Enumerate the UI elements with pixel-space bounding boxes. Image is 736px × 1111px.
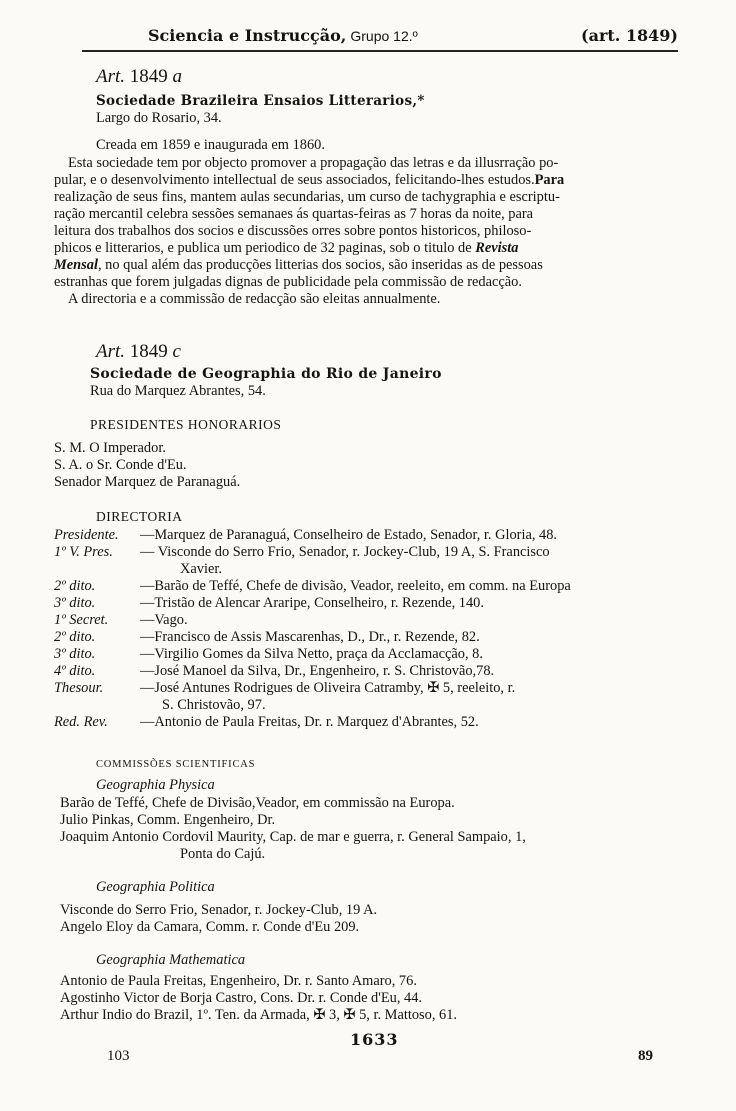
- geo-fisica-list: [60, 795, 526, 863]
- directoria-role: 3º dito.: [54, 646, 96, 662]
- geo-fisica-title: Geographia Physica: [96, 777, 215, 793]
- directoria-role: 4º dito.: [54, 663, 96, 679]
- list-item: S. M. O Imperador.: [54, 440, 166, 456]
- directoria-row: [54, 544, 694, 561]
- list-item: Agostinho Victor de Borja Castro, Cons. Dr. r. Conde d'Eu, 44.: [60, 990, 423, 1006]
- directoria-row: [54, 612, 694, 629]
- directoria-role: Red. Rev.: [54, 714, 108, 730]
- para-bold-word: Para: [534, 172, 565, 188]
- directoria-text: —Francisco de Assis Mascarenhas, D., Dr., r. Rezende, 82.: [140, 629, 480, 645]
- art-c-suffix: c: [172, 341, 181, 362]
- directoria-row: [54, 629, 694, 646]
- directoria-role: Presidente.: [54, 527, 119, 543]
- art-c-num: 1849: [129, 341, 168, 362]
- header-rule: [82, 50, 678, 52]
- running-header: [148, 26, 678, 46]
- directoria-text: S. Christovão, 97.: [162, 697, 266, 713]
- list-item: Arthur Indio do Brazil, 1º. Ten. da Armada, ✠ 3, ✠ 5, r. Mattoso, 61.: [60, 1007, 458, 1023]
- header-title: [148, 26, 418, 46]
- directoria-role: [54, 561, 180, 578]
- geo-math-title: Geographia Mathematica: [96, 952, 246, 968]
- commissoes-title: COMMISSÕES SCIENTIFICAS: [96, 759, 256, 770]
- directoria-row: [54, 663, 694, 680]
- list-item: Angelo Eloy da Camara, Comm. r. Conde d'Eu 209.: [60, 919, 360, 935]
- directoria-title: DIRECTORIA: [96, 509, 183, 524]
- directoria-row: [54, 578, 694, 595]
- header-title-text: Sciencia e Instrucção,: [148, 26, 347, 45]
- para-line-text: ração mercantil celebra sessões semanaes ás quartas-feiras as 7 horas da noite, para: [54, 206, 534, 222]
- directoria-role: 1º V. Pres.: [54, 544, 113, 560]
- art-a-label: Art.: [96, 66, 126, 87]
- para-line: realização de seus fins, mantem aulas secundarias, um curso de tachygraphia e escriptu-: [54, 189, 560, 205]
- directoria-text: —Vago.: [140, 612, 188, 628]
- list-item: Julio Pinkas, Comm. Engenheiro, Dr.: [60, 812, 276, 828]
- para-line: [54, 172, 690, 189]
- presidentes-title: PRESIDENTES HONORARIOS: [90, 417, 282, 432]
- directoria-role: Thesour.: [54, 680, 104, 696]
- directoria-role: 2º dito.: [54, 578, 96, 594]
- list-item: Visconde do Serro Frio, Senador, r. Jockey-Club, 19 A.: [60, 902, 378, 918]
- art-a-society: Sociedade Brazileira Ensaios Litterarios,*: [96, 93, 425, 109]
- geo-politica-list: [60, 902, 377, 936]
- directoria-text: —José Manoel da Silva, Dr., Engenheiro, r. S. Christovão,78.: [140, 663, 495, 679]
- directoria-text: —Tristão de Alencar Araripe, Conselheiro, r. Rezende, 140.: [140, 595, 484, 611]
- presidentes-list: [54, 440, 240, 491]
- page-footer-center: 1633: [350, 1030, 399, 1049]
- list-item: S. A. o Sr. Conde d'Eu.: [54, 457, 187, 473]
- art-c-address: Rua do Marquez Abrantes, 54.: [90, 383, 266, 399]
- geo-politica-title: Geographia Politica: [96, 879, 215, 895]
- directoria-list: [54, 527, 694, 731]
- directoria-role: 3º dito.: [54, 595, 96, 611]
- directoria-text: —José Antunes Rodrigues de Oliveira Catramby, ✠ 5, reeleito, r.: [140, 680, 516, 696]
- directoria-role: 1º Secret.: [54, 612, 109, 628]
- art-a-paragraph: [54, 155, 690, 308]
- header-grupo: Grupo 12.º: [350, 28, 418, 44]
- art-a-address: Largo do Rosario, 34.: [96, 110, 222, 126]
- list-item: Joaquim Antonio Cordovil Maurity, Cap. de mar e guerra, r. General Sampaio, 1,: [60, 829, 526, 845]
- revista-title: Revista: [475, 240, 519, 256]
- page-footer-left: 103: [107, 1048, 130, 1064]
- directoria-text: Xavier.: [180, 561, 222, 577]
- para-line: [54, 257, 690, 274]
- art-a-suffix: a: [172, 66, 183, 87]
- header-art-ref: (art. 1849): [581, 26, 678, 45]
- directoria-row: [54, 527, 694, 544]
- page-footer-right: 89: [638, 1048, 653, 1064]
- list-item: Senador Marquez de Paranaguá.: [54, 474, 241, 490]
- directoria-text: —Antonio de Paula Freitas, Dr. r. Marquez d'Abrantes, 52.: [140, 714, 479, 730]
- directoria-row: [54, 697, 694, 714]
- para-line-text: pular, e o desenvolvimento intellectual de seus associados, felicitando-lhes estudos.: [54, 172, 535, 188]
- art-a-created: Creada em 1859 e inaugurada em 1860.: [96, 137, 325, 153]
- para-line-text: , no qual além das producções litterias dos socios, são inseridas as de pessoas: [97, 257, 543, 273]
- para-line: leitura dos trabalhos dos socios e discussões orres sobre pontos historicos, philoso-: [54, 223, 532, 239]
- directoria-row: [54, 646, 694, 663]
- art-c-society: Sociedade de Geographia do Rio de Janeiro: [90, 366, 442, 382]
- list-item: Ponta do Cajú.: [180, 846, 266, 862]
- geo-math-list: [60, 973, 457, 1024]
- list-item: Barão de Teffé, Chefe de Divisão,Veador, em commissão na Europa.: [60, 795, 455, 811]
- directoria-row: [54, 595, 694, 612]
- para-line: [54, 206, 690, 223]
- para-line: A directoria e a commissão de redacção são eleitas annualmente.: [68, 291, 441, 307]
- directoria-role: 2º dito.: [54, 629, 96, 645]
- directoria-text: —Barão de Teffé, Chefe de divisão, Veador, reeleito, em comm. na Europa: [140, 578, 571, 594]
- directoria-text: —Marquez de Paranaguá, Conselheiro de Estado, Senador, r. Gloria, 48.: [140, 527, 558, 543]
- art-a-heading: [96, 68, 182, 87]
- para-line: [54, 240, 690, 257]
- para-line-text: phicos e litterarios, e publica um periodico de 32 paginas, sob o titulo de: [54, 240, 476, 256]
- directoria-row: [54, 561, 694, 578]
- directoria-text: —Virgilio Gomes da Silva Netto, praça da Acclamacção, 8.: [140, 646, 483, 662]
- mensal-title: Mensal: [54, 257, 98, 273]
- directoria-role: [54, 697, 162, 714]
- para-line: estranhas que forem julgadas dignas de publicidade pela commissão de redacção.: [54, 274, 522, 290]
- art-c-label: Art.: [96, 341, 126, 362]
- directoria-text: — Visconde do Serro Frio, Senador, r. Jockey-Club, 19 A, S. Francisco: [140, 544, 550, 560]
- para-line: Esta sociedade tem por objecto promover a propagação das letras e da illusrração po-: [68, 155, 559, 171]
- list-item: Antonio de Paula Freitas, Engenheiro, Dr. r. Santo Amaro, 76.: [60, 973, 417, 989]
- art-c-heading: [96, 343, 181, 362]
- art-a-num: 1849: [129, 66, 168, 87]
- directoria-row: [54, 714, 694, 731]
- directoria-row: [54, 680, 694, 697]
